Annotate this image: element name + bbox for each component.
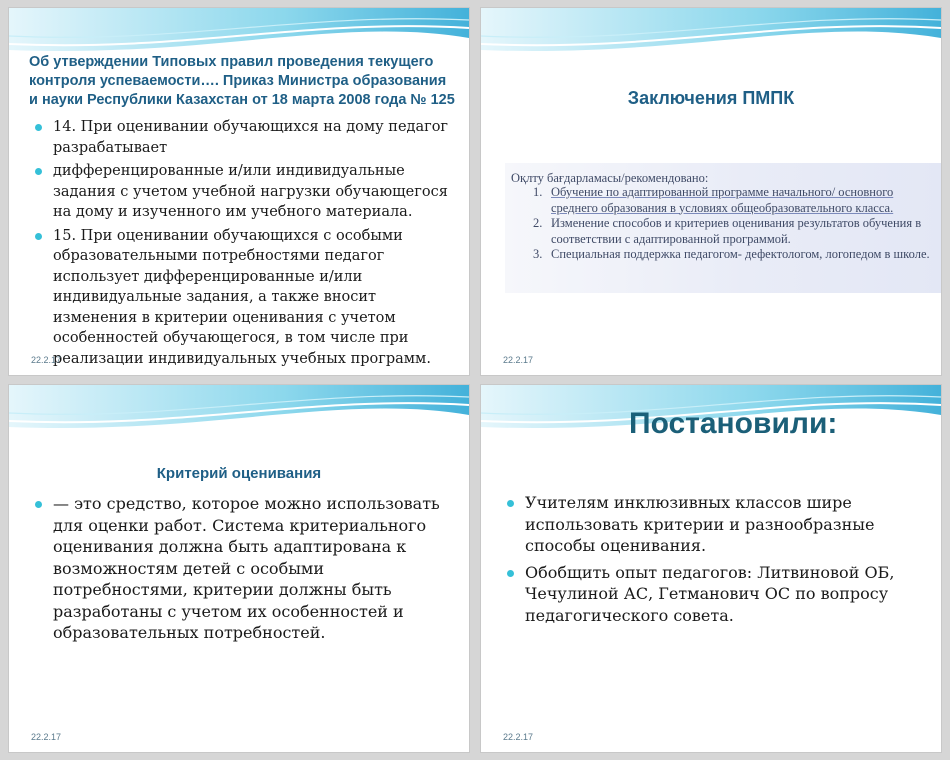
slide-title: Заключения ПМПК [627, 88, 795, 108]
slide-3 [9, 385, 469, 752]
list-item: — это средство, которое можно использовать для оценки работ. Система критериального оценивания должна быть адаптирована к возможностям детей с особыми потребностями, критерии должны быть разработаны с учетом их особенностей и образовательных потребностей. [33, 493, 459, 644]
list-item: Учителям инклюзивных классов шире использовать критерии и разнообразные способы оценивания. [505, 492, 931, 557]
slide-date: 22.2.17 [31, 732, 62, 742]
header-wave-graphic [481, 8, 941, 68]
slide-date: 22.2.17 [503, 732, 534, 742]
slide-title: Об утверждении Типовых правил проведения текущего контроля успеваемости…. Приказ Министра образования и науки Республики Казахстан от 18 марта 2008 года № 125 [29, 54, 455, 108]
list-item: 14. При оценивании обучающихся на дому педагог разрабатывает [33, 117, 463, 158]
bullet-list [33, 493, 459, 644]
bullet-dot-icon [507, 570, 514, 577]
list-item: 3. Специальная поддержка педагогом- дефектологом, логопедом в школе. [533, 247, 930, 261]
list-item: 1. Обучение по адаптированной программе начального/ основного среднего образования в условиях общеобразовательного класса. [533, 185, 894, 215]
slide-2 [481, 8, 941, 375]
bullet-list [33, 117, 463, 372]
list-item: 15. При оценивании обучающихся с особыми образовательными потребностями педагог использует дифференцированные и/или индивидуальные задания, а также вносит изменения в критерии оценивания с учетом особенностей обучающегося, в том числе при реализации индивидуальных учебных программ. [33, 226, 463, 370]
slide-date: 22.2.17 [31, 355, 62, 365]
bullet-dot-icon [35, 124, 42, 131]
bullet-dot-icon [35, 233, 42, 240]
slide-title: Постановили: [629, 407, 838, 440]
scan-list [533, 185, 933, 263]
slide-4 [481, 385, 941, 752]
slide-title: Критерий оценивания [156, 465, 322, 482]
bullet-dot-icon [35, 168, 42, 175]
scan-heading: Оқлту бағдарламасы/рекомендовано: [511, 171, 709, 185]
bullet-dot-icon [507, 500, 514, 507]
list-item: 2. Изменение способов и критериев оценивания результатов обучения в соответствии с адаптированной программой. [533, 216, 922, 246]
list-item: дифференцированные и/или индивидуальные задания с учетом учебной нагрузки обучающегося на дому и изученного им учебного материала. [33, 161, 463, 223]
header-wave-graphic [9, 385, 469, 445]
bullet-dot-icon [35, 501, 42, 508]
slide-date: 22.2.17 [503, 355, 534, 365]
list-item: Обобщить опыт педагогов: Литвиновой ОБ, Чечулиной АС, Гетманович ОС по вопросу педагогического совета. [505, 562, 931, 627]
scanned-document-image [505, 163, 941, 293]
slide-1 [9, 8, 469, 375]
bullet-list [505, 492, 931, 631]
